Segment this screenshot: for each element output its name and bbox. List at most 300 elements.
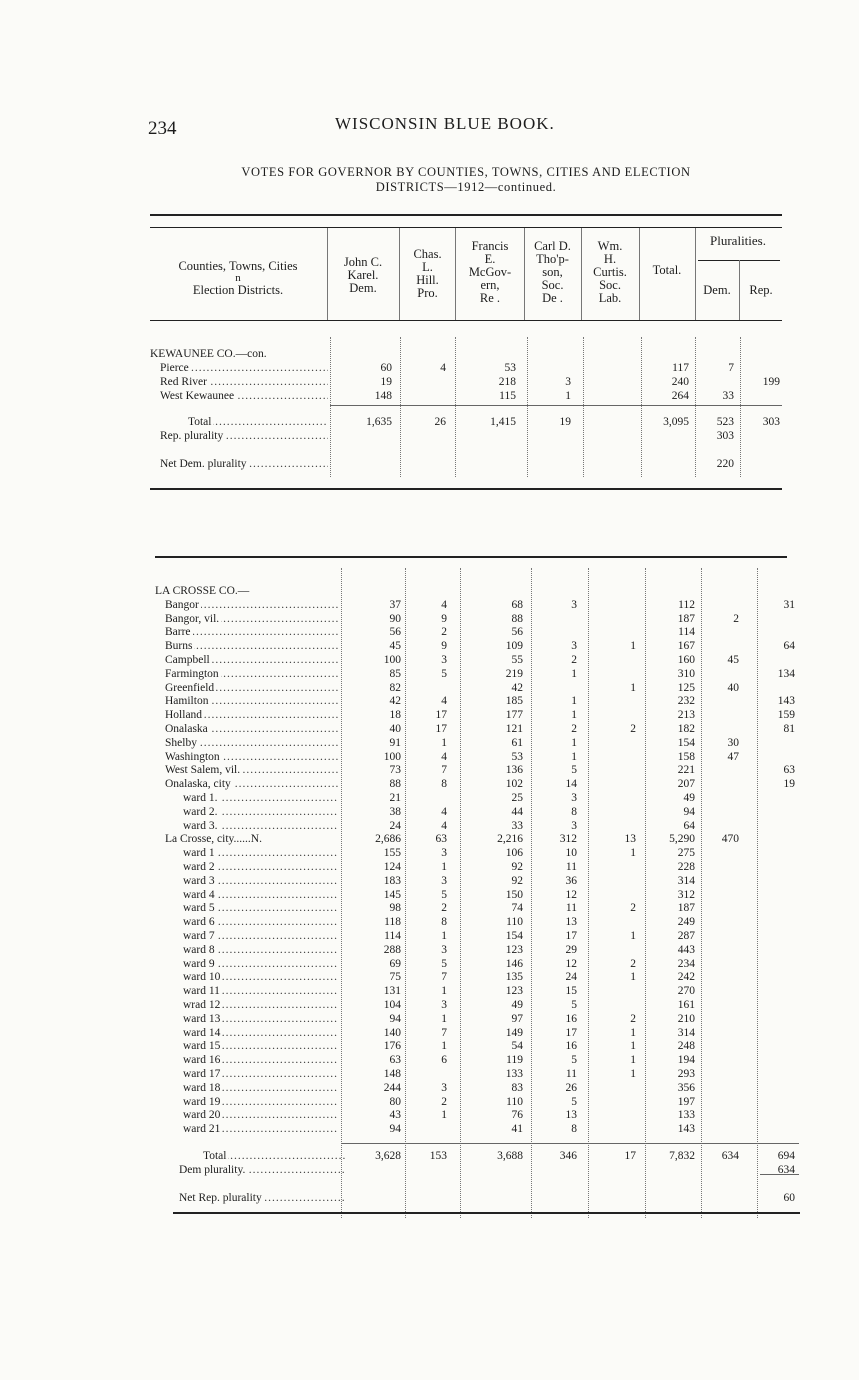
table-row: [155, 723, 800, 737]
cell-thompson: 11: [565, 1068, 577, 1080]
cell-karel: 75: [389, 971, 401, 984]
cell-karel: 45: [389, 640, 401, 653]
cell-karel: 183: [383, 874, 401, 887]
cell-thompson: 1: [571, 709, 577, 722]
cell-thompson: 2: [571, 654, 577, 666]
cell-mcgovern: 92: [511, 861, 523, 873]
row-label: LA CROSSE CO.—: [155, 585, 250, 597]
table-row: [155, 833, 800, 847]
cell-hill: 4: [441, 695, 447, 708]
cell-karel: 19: [380, 376, 392, 388]
row-label: Farmington: [165, 667, 219, 680]
cell-dem: 634: [721, 1150, 739, 1162]
table-row: [155, 1054, 800, 1068]
cell-total: 3,095: [663, 416, 689, 428]
row-label: ward 18: [183, 1081, 221, 1094]
cell-thompson: 26: [565, 1081, 577, 1094]
cell-hill: 2: [441, 626, 447, 639]
cell-thompson: 15: [565, 985, 577, 998]
row-label: Barre: [165, 626, 191, 639]
row-label: ward 21: [183, 1123, 221, 1136]
cell-dem: 30: [727, 736, 739, 749]
cell-hill: 26: [434, 416, 446, 428]
cell-hill: 3: [441, 654, 447, 666]
cell-mcgovern: 33: [511, 819, 523, 832]
cell-mcgovern: 119: [506, 1054, 523, 1067]
row-label: Shelby: [165, 736, 197, 749]
header-plur-dem: Dem.: [703, 283, 731, 297]
cell-hill: 5: [441, 957, 447, 970]
table-row: [155, 737, 800, 751]
table-row: [155, 1192, 800, 1206]
cell-karel: 63: [389, 1054, 401, 1067]
cell-thompson: 16: [565, 1040, 577, 1053]
header-curtis: Wm. H. Curtis. Soc. Lab.: [593, 239, 627, 305]
cell-dem: 523: [716, 416, 734, 428]
table-row: [155, 1164, 800, 1178]
table-row: [150, 362, 782, 376]
cell-mcgovern: 218: [498, 376, 516, 388]
cell-thompson: 13: [565, 916, 577, 929]
cell-karel: 2,686: [375, 833, 401, 846]
cell-karel: 3,628: [375, 1150, 401, 1162]
cell-mcgovern: 53: [504, 362, 516, 374]
row-label: ward 4: [183, 888, 215, 901]
cell-rep: 64: [783, 640, 795, 653]
cell-thompson: 36: [565, 874, 577, 887]
cell-total: 314: [677, 1026, 695, 1039]
cell-total: 114: [678, 626, 695, 639]
cell-mcgovern: 146: [505, 957, 523, 970]
row-label: ward 19: [183, 1095, 221, 1108]
cell-rep: 60: [783, 1192, 795, 1204]
cell-thompson: 5: [571, 1054, 577, 1067]
cell-thompson: 3: [571, 598, 577, 611]
table-row: [155, 1013, 800, 1027]
cell-thompson: 346: [559, 1150, 577, 1162]
cell-mcgovern: 42: [511, 681, 523, 694]
row-label: Pierce: [160, 362, 189, 374]
table-row: [150, 430, 782, 444]
cell-total: 207: [677, 778, 695, 791]
row-label: ward 5: [183, 902, 215, 915]
cell-thompson: 1: [565, 390, 571, 402]
table-row: [155, 971, 800, 985]
table-row: [155, 1068, 800, 1082]
cell-karel: 69: [389, 957, 401, 970]
row-label: ward 14: [183, 1026, 221, 1039]
cell-total: 125: [677, 681, 695, 694]
table-row: [155, 613, 800, 627]
table-row: [155, 1150, 800, 1164]
cell-hill: 1: [441, 1012, 447, 1025]
cell-karel: 148: [383, 1068, 401, 1080]
cell-total: 160: [677, 654, 695, 666]
cell-hill: 1: [441, 736, 447, 749]
cell-hill: 7: [441, 1026, 447, 1039]
cell-curtis: 2: [630, 902, 636, 915]
table-row: [155, 778, 800, 792]
cell-karel: 80: [389, 1095, 401, 1108]
cell-hill: 4: [441, 805, 447, 818]
cell-mcgovern: 150: [505, 888, 523, 901]
cell-hill: 7: [441, 764, 447, 777]
table-row: [155, 985, 800, 999]
table-row: [155, 902, 800, 916]
cell-mcgovern: 133: [505, 1068, 523, 1080]
cell-thompson: 13: [565, 1109, 577, 1122]
cell-thompson: 19: [559, 416, 571, 428]
row-label: Total: [188, 416, 212, 428]
cell-hill: 7: [441, 971, 447, 984]
cell-karel: 98: [389, 902, 401, 915]
cell-total: 112: [678, 598, 695, 611]
cell-hill: 3: [441, 999, 447, 1011]
cell-hill: 3: [441, 847, 447, 860]
cell-total: 213: [677, 709, 695, 722]
cell-thompson: 1: [571, 667, 577, 680]
cell-mcgovern: 2,216: [497, 833, 523, 846]
row-label: ward 9: [183, 957, 215, 970]
cell-hill: 9: [441, 612, 447, 625]
row-label: Bangor, vil.: [165, 612, 220, 625]
cell-mcgovern: 154: [505, 930, 523, 942]
cell-karel: 18: [389, 709, 401, 722]
table-row: [155, 1096, 800, 1110]
cell-rep: 303: [762, 416, 780, 428]
cell-dem: 45: [727, 654, 739, 666]
cell-dem: 2: [733, 612, 739, 625]
cell-mcgovern: 136: [505, 764, 523, 777]
cell-total: 117: [672, 362, 689, 374]
cell-dem: 40: [727, 681, 739, 694]
table-row: [155, 889, 800, 903]
cell-total: 275: [677, 847, 695, 860]
row-label: ward 17: [183, 1068, 221, 1080]
cell-thompson: 12: [565, 888, 577, 901]
row-label: ward 20: [183, 1109, 221, 1122]
cell-rep: 19: [783, 778, 795, 791]
cell-total: 161: [677, 999, 695, 1011]
cell-mcgovern: 110: [506, 1095, 523, 1108]
cell-mcgovern: 61: [511, 736, 523, 749]
cell-mcgovern: 76: [511, 1109, 523, 1122]
table-row: [155, 930, 800, 944]
row-label: ward 2: [183, 861, 215, 873]
table-row: [155, 916, 800, 930]
cell-total: 167: [677, 640, 695, 653]
cell-hill: 4: [440, 362, 446, 374]
table-row: [155, 682, 800, 696]
cell-karel: 60: [380, 362, 392, 374]
cell-total: 356: [677, 1081, 695, 1094]
row-label: Red River: [160, 376, 207, 388]
table-row: [155, 695, 800, 709]
cell-total: 232: [677, 695, 695, 708]
row-label: West Kewaunee: [160, 390, 235, 402]
cell-curtis: 1: [630, 640, 636, 653]
cell-total: 264: [671, 390, 689, 402]
cell-karel: 38: [389, 805, 401, 818]
cell-karel: 43: [389, 1109, 401, 1122]
row-label: West Salem, vil.: [165, 764, 241, 777]
table-row: [155, 847, 800, 861]
cell-thompson: 1: [571, 695, 577, 708]
cell-thompson: 5: [571, 1095, 577, 1108]
row-label: ward 3: [183, 874, 215, 887]
cell-mcgovern: 149: [505, 1026, 523, 1039]
cell-karel: 1,635: [366, 416, 392, 428]
row-label: Onalaska: [165, 723, 208, 735]
cell-thompson: 16: [565, 1012, 577, 1025]
cell-total: 221: [677, 764, 695, 777]
cell-karel: 148: [374, 390, 392, 402]
cell-hill: 4: [441, 598, 447, 611]
cell-mcgovern: 53: [511, 750, 523, 763]
cell-total: 154: [677, 736, 695, 749]
cell-thompson: 2: [571, 723, 577, 735]
cell-mcgovern: 110: [506, 916, 523, 929]
cell-thompson: 17: [565, 930, 577, 942]
cell-total: 187: [677, 612, 695, 625]
row-label: KEWAUNEE CO.—con.: [150, 348, 267, 360]
cell-mcgovern: 97: [511, 1012, 523, 1025]
cell-curtis: 1: [630, 1040, 636, 1053]
table-row: [155, 1109, 800, 1123]
header-total: Total.: [652, 263, 682, 277]
cell-karel: 94: [389, 1012, 401, 1025]
cell-dem: 220: [716, 458, 734, 470]
cell-karel: 82: [389, 681, 401, 694]
cell-thompson: 14: [565, 778, 577, 791]
cell-curtis: 1: [630, 930, 636, 942]
cell-karel: 88: [389, 778, 401, 791]
cell-rep: 634: [777, 1164, 795, 1176]
cell-rep: 159: [777, 709, 795, 722]
cell-thompson: 1: [571, 736, 577, 749]
cell-hill: 3: [441, 1081, 447, 1094]
cell-thompson: 11: [565, 902, 577, 915]
lacrosse-table: [155, 550, 800, 1230]
table-row: [150, 376, 782, 390]
table-row: [155, 1082, 800, 1096]
kewaunee-table: [150, 212, 782, 492]
cell-curtis: 1: [630, 681, 636, 694]
cell-total: 133: [677, 1109, 695, 1122]
row-label: ward 11: [183, 985, 220, 998]
table-row: [155, 1040, 800, 1054]
cell-total: 143: [677, 1123, 695, 1136]
row-label: Campbell: [165, 654, 210, 666]
table-row: [155, 1123, 800, 1137]
cell-thompson: 24: [565, 971, 577, 984]
table-row: [155, 792, 800, 806]
cell-karel: 145: [383, 888, 401, 901]
cell-total: 228: [677, 861, 695, 873]
cell-karel: 288: [383, 943, 401, 956]
table-row: [155, 709, 800, 723]
cell-hill: 6: [441, 1054, 447, 1067]
row-label: Greenfield: [165, 681, 215, 694]
cell-thompson: 11: [565, 861, 577, 873]
cell-total: 94: [683, 805, 695, 818]
cell-total: 49: [683, 792, 695, 804]
cell-total: 158: [677, 750, 695, 763]
cell-rep: 31: [783, 598, 795, 611]
cell-hill: 8: [441, 916, 447, 929]
cell-dem: 33: [722, 390, 734, 402]
cell-mcgovern: 109: [505, 640, 523, 653]
cell-total: 210: [677, 1012, 695, 1025]
table-row: [155, 640, 800, 654]
cell-total: 314: [677, 874, 695, 887]
cell-total: 310: [677, 667, 695, 680]
table-row: [155, 751, 800, 765]
cell-total: 194: [677, 1054, 695, 1067]
cell-total: 312: [677, 888, 695, 901]
cell-hill: 3: [441, 874, 447, 887]
table-row: [150, 416, 782, 430]
cell-rep: 81: [783, 723, 795, 735]
row-label: ward 13: [183, 1012, 221, 1025]
table-row: [155, 1027, 800, 1041]
cell-thompson: 12: [565, 957, 577, 970]
cell-mcgovern: 88: [511, 612, 523, 625]
row-label: Total: [203, 1150, 227, 1162]
cell-hill: 1: [441, 861, 447, 873]
cell-hill: 5: [441, 888, 447, 901]
row-label: Bangor: [165, 598, 199, 611]
cell-karel: 104: [383, 999, 401, 1011]
cell-karel: 90: [389, 612, 401, 625]
cell-hill: 5: [441, 667, 447, 680]
cell-karel: 37: [389, 598, 401, 611]
cell-hill: 17: [435, 723, 447, 735]
table-row: [155, 875, 800, 889]
cell-rep: 63: [783, 764, 795, 777]
cell-total: 7,832: [669, 1150, 695, 1162]
subtitle-line-2: DISTRICTS—1912—continued.: [375, 180, 557, 194]
table-row: [155, 958, 800, 972]
row-label: ward 8: [183, 943, 215, 956]
cell-karel: 100: [383, 654, 401, 666]
page-number: 234: [148, 118, 177, 139]
table-row: [155, 764, 800, 778]
cell-mcgovern: 54: [511, 1040, 523, 1053]
cell-karel: 40: [389, 723, 401, 735]
header-district: Counties, Towns, Cities n Election Districts.: [178, 259, 298, 297]
cell-karel: 91: [389, 736, 401, 749]
cell-mcgovern: 123: [505, 985, 523, 998]
cell-mcgovern: 1,415: [490, 416, 516, 428]
table-row: [155, 820, 800, 834]
row-label: Net Rep. plurality: [179, 1192, 262, 1204]
row-label: Dem plurality.: [179, 1164, 246, 1176]
table-row: [155, 861, 800, 875]
header-mcgovern: Francis E. McGov- ern, Re .: [468, 239, 512, 305]
table-row: [150, 390, 782, 404]
cell-mcgovern: 106: [505, 847, 523, 860]
table-row: [155, 999, 800, 1013]
cell-thompson: 17: [565, 1026, 577, 1039]
cell-karel: 73: [389, 764, 401, 777]
cell-thompson: 3: [571, 640, 577, 653]
row-label: Holland: [165, 709, 203, 722]
cell-rep: 134: [777, 667, 795, 680]
cell-mcgovern: 68: [511, 598, 523, 611]
cell-curtis: 2: [630, 957, 636, 970]
table-row: [155, 806, 800, 820]
cell-hill: 1: [441, 930, 447, 942]
cell-mcgovern: 102: [505, 778, 523, 791]
cell-total: 234: [677, 957, 695, 970]
row-label: ward 6: [183, 916, 215, 929]
cell-curtis: 1: [630, 1026, 636, 1039]
cell-total: 242: [677, 971, 695, 984]
cell-thompson: 5: [571, 999, 577, 1011]
cell-curtis: 1: [630, 971, 636, 984]
cell-dem: 47: [727, 750, 739, 763]
table-row: [150, 458, 782, 472]
cell-total: 197: [677, 1095, 695, 1108]
cell-total: 248: [677, 1040, 695, 1053]
cell-hill: 2: [441, 902, 447, 915]
cell-total: 187: [677, 902, 695, 915]
cell-mcgovern: 41: [511, 1123, 523, 1136]
row-label: Rep. plurality: [160, 430, 224, 442]
cell-thompson: 1: [571, 750, 577, 763]
cell-hill: 4: [441, 750, 447, 763]
cell-thompson: 3: [571, 792, 577, 804]
table-subtitle: [160, 165, 772, 195]
cell-hill: 1: [441, 1109, 447, 1122]
cell-karel: 42: [389, 695, 401, 708]
cell-total: 182: [677, 723, 695, 735]
cell-mcgovern: 55: [511, 654, 523, 666]
cell-karel: 118: [384, 916, 401, 929]
cell-total: 287: [677, 930, 695, 942]
cell-mcgovern: 115: [499, 390, 516, 402]
header-hill: Chas. L. Hill. Pro.: [413, 247, 442, 300]
table-row: [155, 654, 800, 668]
cell-karel: 21: [389, 792, 401, 804]
cell-mcgovern: 123: [505, 943, 523, 956]
cell-mcgovern: 177: [505, 709, 523, 722]
cell-mcgovern: 219: [505, 667, 523, 680]
subtitle-line-1: VOTES FOR GOVERNOR BY COUNTIES, TOWNS, CITIES AND ELECTION: [241, 165, 691, 179]
cell-curtis: 2: [630, 723, 636, 735]
row-label: Burns: [165, 640, 193, 653]
cell-total: 5,290: [669, 833, 695, 846]
cell-hill: 9: [441, 640, 447, 653]
table-row: [155, 599, 800, 613]
row-label: Hamilton: [165, 695, 209, 708]
cell-karel: 155: [383, 847, 401, 860]
cell-mcgovern: 185: [505, 695, 523, 708]
cell-thompson: 8: [571, 805, 577, 818]
row-label: Onalaska, city: [165, 778, 231, 791]
cell-total: 293: [677, 1068, 695, 1080]
cell-karel: 114: [384, 930, 401, 942]
cell-mcgovern: 44: [511, 805, 523, 818]
cell-curtis: 1: [630, 847, 636, 860]
row-label: ward 2.: [183, 805, 218, 818]
running-head: WISCONSIN BLUE BOOK.: [335, 114, 555, 133]
cell-dem: 470: [721, 833, 739, 846]
cell-hill: 1: [441, 985, 447, 998]
row-label: ward 15: [183, 1040, 221, 1053]
cell-rep: 199: [762, 376, 780, 388]
